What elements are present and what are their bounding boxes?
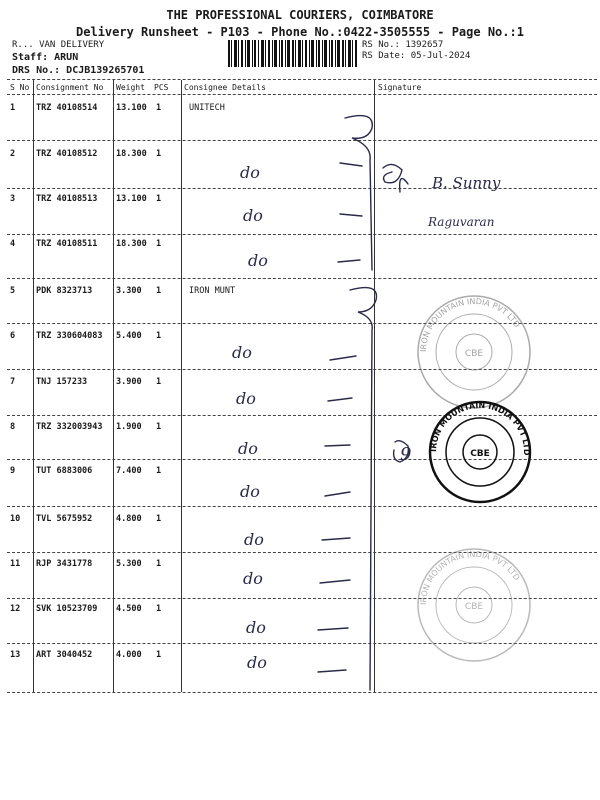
row-consignment: TVL 5675952 [36,514,93,524]
col-sno-header: S No [10,83,30,92]
row-consignment: TRZ 330604083 [36,331,103,341]
rs-date: RS Date: 05-Jul-2024 [362,51,471,61]
row-rule [7,506,597,507]
ditto-mark: do [240,163,260,182]
row-consignment: PDK 8323713 [36,286,93,296]
ditto-mark: do [243,569,263,588]
row-sno: 13 [10,650,21,660]
stamp-ring-text: IRON MOUNTAIN INDIA PVT LTD [418,296,522,353]
table-bottom-rule [7,692,597,693]
ditto-mark: do [244,530,264,549]
col-consignment-header: Consignment No [36,83,104,92]
row-rule [7,643,597,644]
row-consignment: TRZ 332003943 [36,422,103,432]
stamp-center-text: CBE [464,349,484,359]
ditto-mark: do [240,482,260,501]
row-rule [7,459,597,460]
row-sno: 11 [10,559,21,569]
row-sno: 6 [10,331,16,341]
table-row [0,377,600,417]
drs-number: DRS No.: DCJB139265701 [12,65,145,76]
stamp-ring-text: IRON MOUNTAIN INDIA PVT LTD [418,549,522,606]
row-consignment: ART 3040452 [36,650,93,660]
row-weight: 5.300 [116,559,142,569]
table-row [0,239,600,279]
runsheet-subtitle: Delivery Runsheet - P103 - Phone No.:0422-3505555 - Page No.:1 [76,25,524,39]
col-signature-header: Signature [378,83,422,92]
row-pcs: 1 [156,650,162,660]
row-weight: 4.000 [116,650,142,660]
row-rule [7,552,597,553]
table-top-rule [7,79,597,80]
stamp-center-text: CBE [470,449,490,459]
table-row [0,559,600,599]
row-sno: 3 [10,194,16,204]
table-row [0,149,600,189]
row-sno: 1 [10,103,16,113]
col-details-header: Consignee Details [184,83,266,92]
col-pcs-header: PCS [154,83,169,92]
row-rule [7,188,597,189]
row-weight: 1.900 [116,422,142,432]
row-sno: 8 [10,422,16,432]
rs-number: RS No.: 1392657 [362,40,444,50]
row-consignment: TRZ 40108514 [36,103,98,113]
row-pcs: 1 [156,331,162,341]
handwritten-initial: 9 [400,444,412,465]
row-pcs: 1 [156,559,162,569]
table-row [0,514,600,554]
row-rule [7,278,597,279]
row-weight: 7.400 [116,466,142,476]
row-weight: 4.500 [116,604,142,614]
table-header-rule [7,94,597,95]
ditto-mark: do [246,618,266,637]
row-rule [7,415,597,416]
row-rule [7,323,597,324]
ditto-mark: do [247,653,267,672]
row-pcs: 1 [156,377,162,387]
handwritten-signature: Raguvaran [428,215,495,229]
row-sno: 9 [10,466,16,476]
ditto-mark: do [236,389,256,408]
row-sno: 5 [10,286,16,296]
row-sno: 7 [10,377,16,387]
row-consignment: TRZ 40108513 [36,194,98,204]
row-pcs: 1 [156,149,162,159]
row-consignment: TUT 6883006 [36,466,93,476]
ditto-mark: do [248,251,268,270]
row-sno: 2 [10,149,16,159]
table-row [0,466,600,506]
row-sno: 12 [10,604,21,614]
route-label: R... VAN DELIVERY [12,40,105,50]
barcode-image [228,40,358,67]
table-row [0,103,600,143]
row-consignment: TRZ 40108511 [36,239,98,249]
row-weight: 3.900 [116,377,142,387]
row-pcs: 1 [156,466,162,476]
row-consignment: RJP 3431778 [36,559,93,569]
row-rule [7,598,597,599]
row-weight: 18.300 [116,149,147,159]
row-pcs: 1 [156,286,162,296]
table-row [0,286,600,326]
row-consignment: SVK 10523709 [36,604,98,614]
row-weight: 13.100 [116,103,147,113]
row-sno: 10 [10,514,21,524]
row-rule [7,369,597,370]
stamp-ring-text: IRON MOUNTAIN INDIA PVT LTD [428,400,532,456]
row-weight: 4.800 [116,514,142,524]
row-rule [7,234,597,235]
table-row [0,331,600,371]
table-row [0,194,600,234]
stamp-center-text: CBE [464,602,484,612]
table-row [0,604,600,644]
row-pcs: 1 [156,103,162,113]
row-weight: 3.300 [116,286,142,296]
handwritten-signature: B. Sunny [432,174,501,192]
table-row [0,650,600,690]
row-consignment: TRZ 40108512 [36,149,98,159]
ditto-mark: do [238,439,258,458]
row-sno: 4 [10,239,16,249]
row-pcs: 1 [156,422,162,432]
row-pcs: 1 [156,604,162,614]
row-consignee: IRON MUNT [189,286,236,296]
company-title: THE PROFESSIONAL COURIERS, COIMBATORE [166,8,434,22]
row-weight: 13.100 [116,194,147,204]
ditto-mark: do [243,206,263,225]
ditto-mark: do [232,343,252,362]
row-rule [7,140,597,141]
col-weight-header: Weight [116,83,145,92]
row-pcs: 1 [156,194,162,204]
row-consignee: UNITECH [189,103,225,113]
table-row [0,422,600,462]
row-pcs: 1 [156,239,162,249]
row-weight: 5.400 [116,331,142,341]
staff-label: Staff: ARUN [12,52,79,63]
row-weight: 18.300 [116,239,147,249]
row-pcs: 1 [156,514,162,524]
row-consignment: TNJ 157233 [36,377,88,387]
